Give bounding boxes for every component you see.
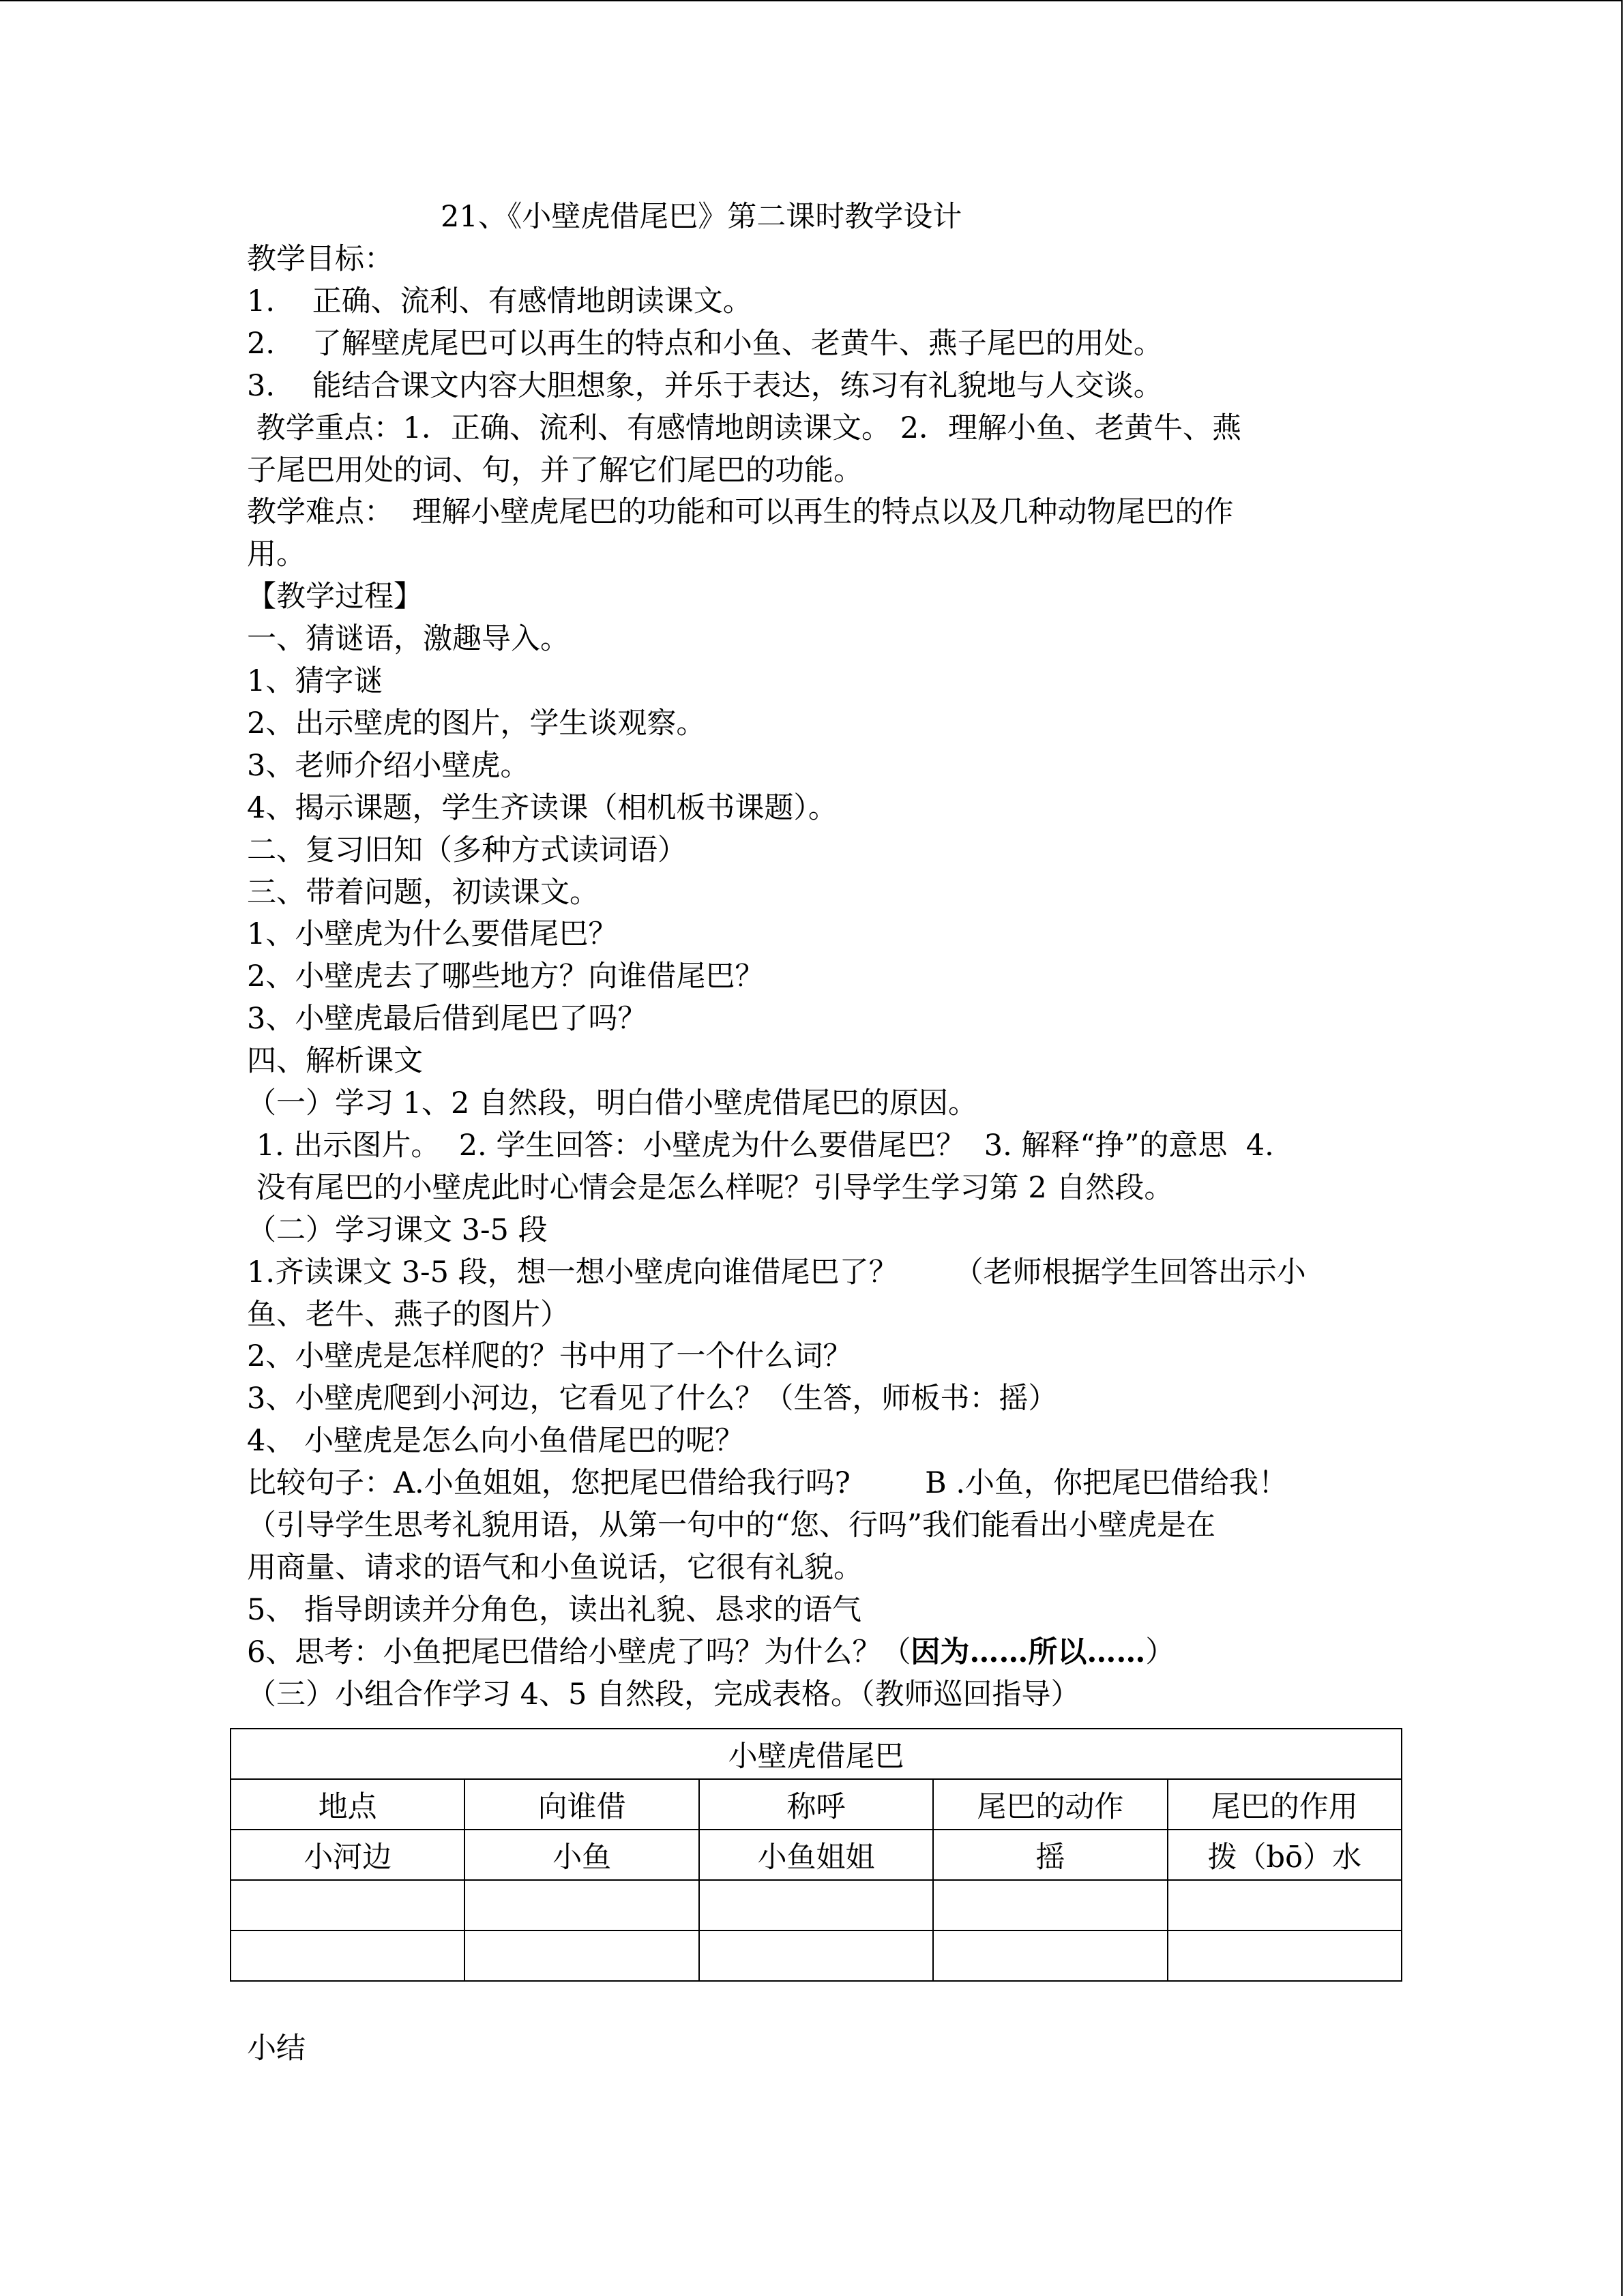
table-header-cell: 尾巴的动作 [933,1779,1167,1830]
table-cell: 拨（bō）水 [1168,1830,1402,1880]
table-cell [464,1880,698,1930]
table-cell [231,1930,464,1981]
table-cell [231,1880,464,1930]
borrow-tail-table [230,1728,1402,1982]
document-line: 1、小壁虎为什么要借尾巴？ [247,917,618,952]
table-header-cell: 称呼 [699,1779,933,1830]
table-header-cell: 向谁借 [464,1779,698,1830]
document-line: （一）学习 1、2 自然段，明白借小壁虎借尾巴的原因。 [247,1086,978,1120]
document-line: 2、小壁虎去了哪些地方？向谁借尾巴？ [247,959,765,994]
document-line: 3. 能结合课文内容大胆想象，并乐于表达，练习有礼貌地与人交谈。 [247,368,1163,403]
table-caption-row [231,1729,1402,1779]
table-cell [1168,1930,1402,1981]
document-line: 【教学过程】 [247,580,423,614]
table-cell: 摇 [933,1830,1167,1880]
document-line: 教学重点：1．正确、流利、有感情地朗读课文。 2．理解小鱼、老黄牛、燕 [247,411,1242,445]
table-cell [699,1930,933,1981]
document-line: 2、小壁虎是怎样爬的？书中用了一个什么词？ [247,1339,853,1374]
document-line: 3、小壁虎爬到小河边，它看见了什么？（生答，师板书：摇） [247,1382,1058,1416]
document-line: 鱼、老牛、燕子的图片） [247,1297,570,1332]
document-line: 2. 了解壁虎尾巴可以再生的特点和小鱼、老黄牛、燕子尾巴的用处。 [247,326,1163,361]
document-line: 4、 小壁虎是怎么向小鱼借尾巴的呢？ [247,1424,745,1459]
table-cell [933,1880,1167,1930]
document-line: 3、小壁虎最后借到尾巴了吗？ [247,1002,647,1037]
document-line: （引导学生思考礼貌用语，从第一句中的“您、行吗”我们能看出小壁虎是在 [247,1508,1215,1542]
document-line: 三、带着问题，初读课文。 [247,875,599,910]
document-line: 二、复习旧知（多种方式读词语） [247,833,687,867]
document-line: 没有尾巴的小壁虎此时心情会是怎么样呢？引导学生学习第 2 自然段。 [247,1170,1174,1205]
document-line: 一、猜谜语，激趣导入。 [247,622,570,657]
document-line: 教学目标： [247,242,394,276]
think-question-prefix: 6、思考：小鱼把尾巴借给小壁虎了吗？为什么？（ [247,1635,911,1669]
table-header-cell: 地点 [231,1779,464,1830]
table-cell: 小鱼 [464,1830,698,1880]
table-cell [699,1880,933,1930]
table-row [231,1880,1402,1930]
group-study-line: （三）小组合作学习 4、5 自然段，完成表格。（教师巡回指导） [247,1677,1080,1712]
think-question-suffix: ） [1145,1635,1175,1669]
document-line: 用商量、请求的语气和小鱼说话，它很有礼貌。 [247,1550,863,1585]
document-line: 1、猜字谜 [247,664,383,698]
think-question-bold: 因为……所以…… [911,1635,1146,1669]
table-caption: 小壁虎借尾巴 [231,1729,1402,1779]
document-line: 3、老师介绍小壁虎。 [247,748,530,783]
table-row [231,1930,1402,1981]
table-cell [464,1930,698,1981]
document-line: 1. 正确、流利、有感情地朗读课文。 [247,284,752,318]
document-line: 用。 [247,537,306,572]
document-line: 比较句子：A.小鱼姐姐，您把尾巴借给我行吗? B .小鱼，你把尾巴借给我！ [247,1466,1288,1501]
document-line: 5、 指导朗读并分角色，读出礼貌、恳求的语气 [247,1592,862,1627]
document-line: 4、揭示课题，学生齐读课（相机板书课题）。 [247,790,838,825]
table-header-row [231,1779,1402,1830]
table-header-cell: 尾巴的作用 [1168,1779,1402,1830]
document-line: 2、出示壁虎的图片，学生谈观察。 [247,706,706,741]
document-title: 21、《小壁虎借尾巴》第二课时教学设计 [441,200,962,234]
table-cell [933,1930,1167,1981]
document-line: 1.齐读课文 3-5 段，想一想小壁虎向谁借尾巴了？ （老师根据学生回答出示小 [247,1255,1306,1289]
summary-heading: 小结 [247,2031,306,2066]
table-row [231,1830,1402,1880]
document-line: （二）学习课文 3-5 段 [247,1212,548,1247]
table-cell: 小河边 [231,1830,464,1880]
table-cell: 小鱼姐姐 [699,1830,933,1880]
document-line: 四、解析课文 [247,1044,423,1079]
document-line: 1. 出示图片。 2. 学生回答：小壁虎为什么要借尾巴？ 3. 解释“挣”的意思 4. [247,1128,1274,1163]
think-question-line [247,1631,1175,1673]
document-line: 教学难点： 理解小壁虎尾巴的功能和可以再生的特点以及几种动物尾巴的作 [247,495,1234,530]
table-cell [1168,1880,1402,1930]
document-line: 子尾巴用处的词、句，并了解它们尾巴的功能。 [247,453,863,488]
